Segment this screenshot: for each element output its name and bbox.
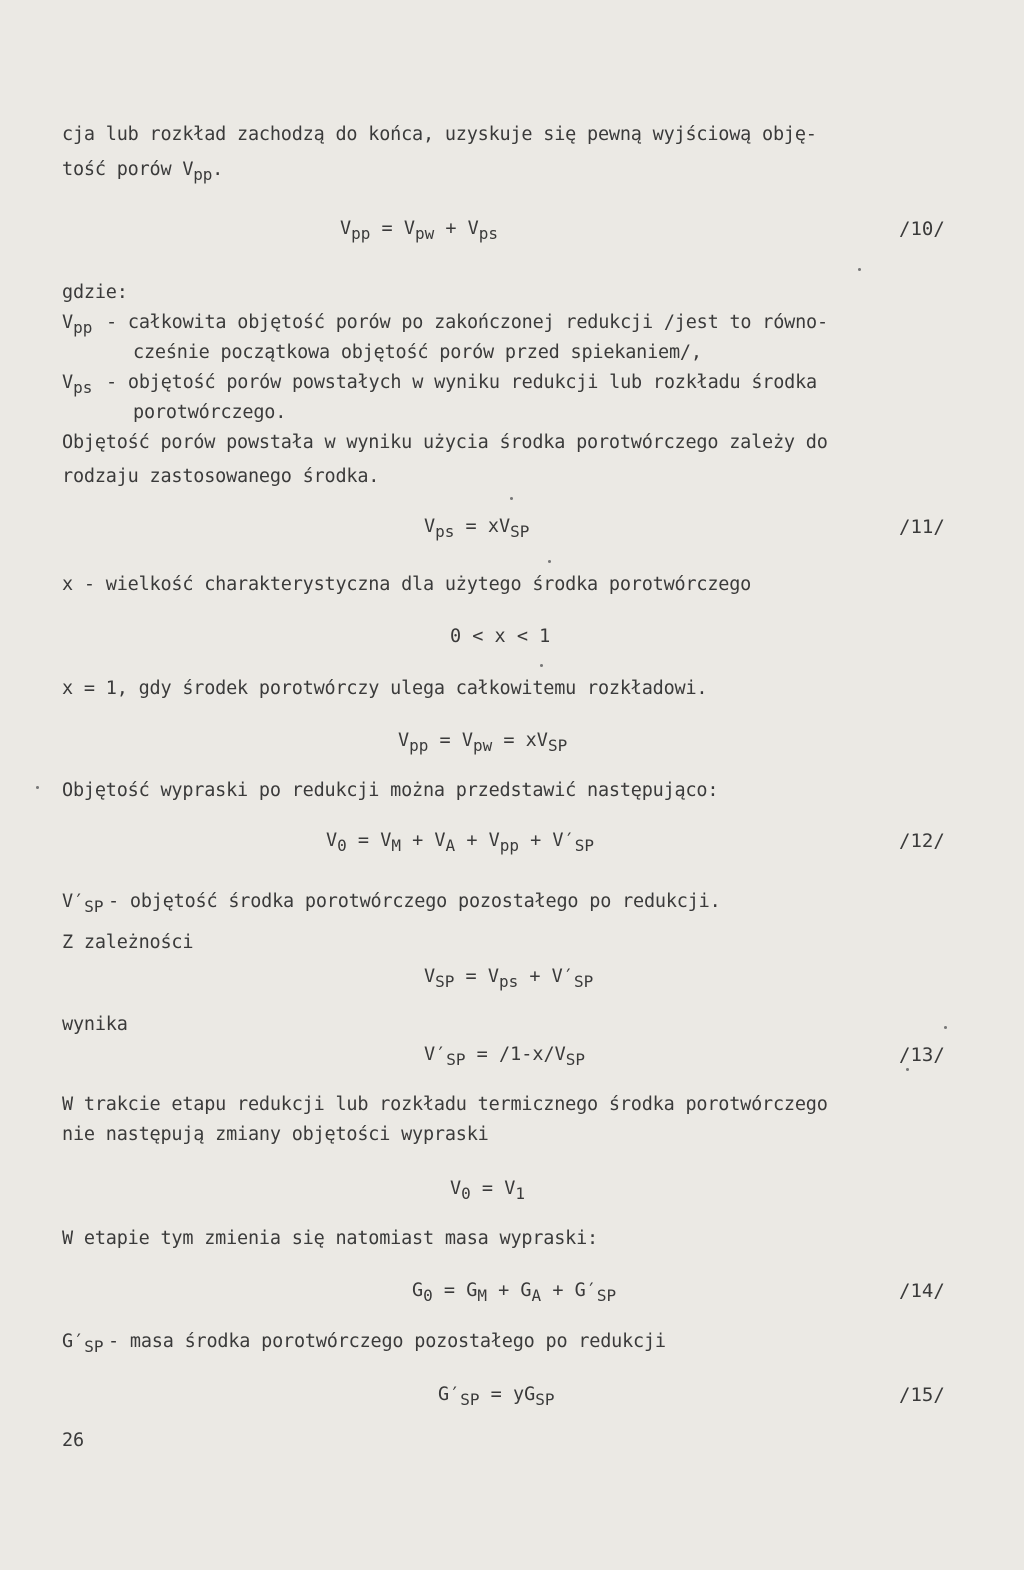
equation-number-11: /11/ (899, 516, 945, 538)
equation-10: $V_{pp} = V_{pw} + V_{ps}$ (340, 218, 499, 243)
x-range: 0 < x < 1 (450, 626, 551, 647)
x-equals-one: x = 1, gdy środek porotwórczy ulega całkowitemu rozkładowi. (62, 678, 708, 699)
paragraph-line-3: Objętość wypraski po redukcji można przedstawić następująco: (62, 780, 719, 801)
paragraph-line-1: Objętość porów powstała w wyniku użycia środka porotwórczego zależy do (62, 432, 828, 453)
text-line-2: tość porów $V_{pp}$. (62, 159, 224, 184)
scan-speck (548, 560, 551, 563)
equation-15: $G'_{SP} = yG_{SP}$ (438, 1384, 555, 1409)
vsp-definition: - objętość środka porotwórczego pozostałego po redukcji. (108, 891, 721, 912)
definition-vps-1: - objętość porów powstałych w wyniku redukcji lub rozkładu środka (106, 372, 817, 393)
equation-number-12: /12/ (899, 830, 945, 852)
paragraph-line-4: W trakcie etapu redukcji lub rozkładu termicznego środka porotwórczego (62, 1094, 828, 1115)
equation-v0-v1: $V_0 = V_1$ (450, 1178, 525, 1203)
scan-speck (36, 786, 39, 789)
equation-12: $V_0 = V_M + V_A + V_{pp} + V'_{SP}$ (326, 830, 594, 855)
scan-speck (540, 664, 543, 667)
text-line-1: cja lub rozkład zachodzą do końca, uzyskuje się pewną wyjściową obję- (62, 124, 817, 145)
x-definition: x - wielkość charakterystyczna dla użytego środka porotwórczego (62, 574, 752, 595)
page-number: 26 (62, 1430, 84, 1451)
paragraph-line-5: nie następują zmiany objętości wypraski (62, 1124, 489, 1145)
gsp-definition: - masa środka porotwórczego pozostałego po redukcji (108, 1331, 666, 1352)
equation-14: $G_0 = G_M + G_A + G'_{SP}$ (412, 1280, 617, 1305)
equation-vpp: $V_{pp} = V_{pw} = xV_{SP}$ (398, 730, 568, 755)
paragraph-line-6: W etapie tym zmienia się natomiast masa wypraski: (62, 1228, 598, 1249)
wynika-label: wynika (62, 1014, 128, 1035)
paragraph-line-2: rodzaju zastosowanego środka. (62, 466, 380, 487)
scan-speck (858, 268, 861, 271)
definition-vps-2: porotwórczego. (133, 402, 287, 423)
equation-vsp: $V_{SP} = V_{ps} + V'_{SP}$ (424, 966, 594, 991)
definition-vpp-1: - całkowita objętość porów po zakończonej redukcji /jest to równo- (106, 312, 828, 333)
z-zaleznosci: Z zależności (62, 932, 194, 953)
equation-number-10: /10/ (899, 218, 945, 240)
scan-speck (510, 497, 513, 500)
definition-vpp-2: cześnie początkowa objętość porów przed spiekaniem/, (133, 342, 702, 363)
equation-13: $V'_{SP} = /1-x/V_{SP}$ (424, 1044, 586, 1069)
equation-number-13: /13/ (899, 1044, 945, 1066)
symbol-vsp-prime: $V'_{SP}$ (62, 891, 104, 916)
gdzie-label: gdzie: (62, 282, 128, 303)
equation-number-15: /15/ (899, 1384, 945, 1406)
scan-speck (944, 1026, 947, 1029)
equation-11: $V_{ps} = xV_{SP}$ (424, 516, 530, 541)
scan-speck (906, 1068, 909, 1071)
equation-number-14: /14/ (899, 1280, 945, 1302)
symbol-vpp: $V_{pp}$ (62, 312, 93, 337)
symbol-gsp-prime: $G'_{SP}$ (62, 1331, 104, 1356)
symbol-vps: $V_{ps}$ (62, 372, 93, 397)
